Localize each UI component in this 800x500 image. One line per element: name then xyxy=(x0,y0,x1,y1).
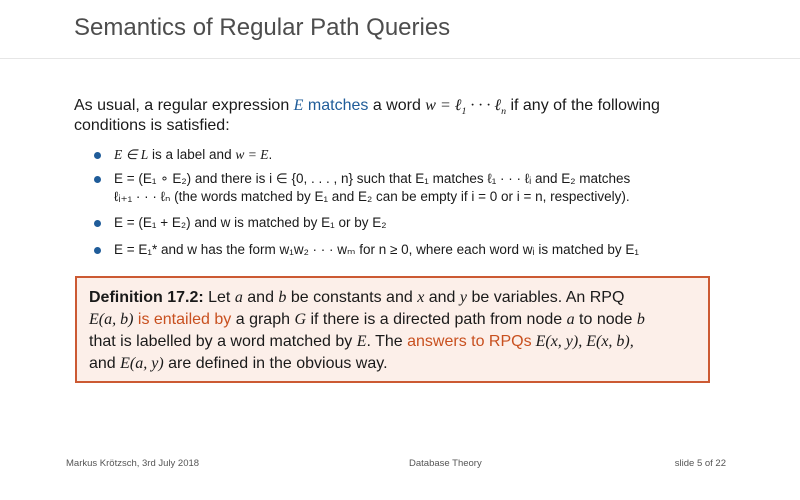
math-E: E xyxy=(356,333,367,350)
title-divider xyxy=(0,58,800,59)
list-item xyxy=(90,146,272,164)
math-w-eq: w = ℓ xyxy=(425,97,462,114)
footer-course: Database Theory xyxy=(409,458,482,469)
math-x: x xyxy=(417,289,425,306)
footer xyxy=(0,458,800,470)
math-expr: E ∈ L xyxy=(114,147,149,162)
bullet-icon xyxy=(94,152,101,159)
list-item xyxy=(90,241,639,259)
footer-author-date: Markus Krötzsch, 3rd July 2018 xyxy=(66,458,200,469)
bullet-icon xyxy=(94,176,101,183)
math-sub: 1 xyxy=(461,106,467,118)
intro-paragraph xyxy=(74,96,734,136)
definition-text: and xyxy=(89,355,121,372)
math-E: E xyxy=(293,97,304,114)
item-text-line1: E = (E₁ ∘ E₂) and there is i ∈ {0, . . . , n} such that E₁ matches ℓ₁ · · · ℓᵢ and E₂ matches xyxy=(114,171,631,186)
math-Eay: E(a, y) xyxy=(120,355,164,372)
definition-text: that is labelled by a word matched by xyxy=(89,333,357,350)
intro-text: As usual, a regular expression xyxy=(74,97,294,114)
math-G: G xyxy=(294,311,306,328)
definition-text: if there is a directed path from node xyxy=(306,311,567,328)
math-b: b xyxy=(278,289,287,306)
term-answers: answers to RPQs xyxy=(407,333,532,350)
slide-title: Semantics of Regular Path Queries xyxy=(74,14,451,41)
definition-text: Let xyxy=(203,289,235,306)
definition-text: be constants and xyxy=(286,289,418,306)
math-y: y xyxy=(459,289,467,306)
definition-label: Definition 17.2: xyxy=(89,289,204,306)
item-text: . xyxy=(268,147,273,162)
bullet-icon xyxy=(94,247,101,254)
term-matches: matches xyxy=(303,97,369,114)
math-dots: · · · ℓ xyxy=(466,97,502,114)
bullet-icon xyxy=(94,220,101,227)
math-a: a xyxy=(234,289,243,306)
definition-text: and xyxy=(242,289,279,306)
definition-text: . The xyxy=(366,333,408,350)
definition-text: are defined in the obvious way. xyxy=(163,355,388,372)
math-Eab: E(a, b) xyxy=(89,311,134,328)
math-sub: n xyxy=(501,106,507,118)
item-text: E = (E₁ + E₂) and w is matched by E₁ or by E₂ xyxy=(114,215,387,230)
definition-text: and xyxy=(424,289,460,306)
footer-slide-number: slide 5 of 22 xyxy=(674,458,726,469)
list-item xyxy=(90,214,386,232)
math-b: b xyxy=(636,311,645,328)
list-item xyxy=(90,170,630,206)
math-word xyxy=(425,97,507,118)
intro-text: if any of the following conditions is satisfied: xyxy=(74,97,660,134)
definition-text: be variables. An RPQ xyxy=(467,289,625,306)
intro-text: a word xyxy=(368,97,426,114)
item-text: E = E₁* and w has the form w₁w₂ · · · wₘ for n ≥ 0, where each word wᵢ is matched by E₁ xyxy=(114,242,639,257)
math-expr: w = E xyxy=(235,147,269,162)
definition-text: to node xyxy=(574,311,637,328)
definition-box xyxy=(75,276,710,383)
math-a: a xyxy=(566,311,575,328)
definition-text: a graph xyxy=(231,311,295,328)
item-text-line2: ℓᵢ₊₁ · · · ℓₙ (the words matched by E₁ and E₂ can be empty if i = 0 or i = n, respectively). xyxy=(114,189,630,204)
math-Exy: E(x, y), E(x, b), xyxy=(531,333,634,350)
term-entailed: is entailed by xyxy=(133,311,232,328)
item-text: is a label and xyxy=(148,147,236,162)
